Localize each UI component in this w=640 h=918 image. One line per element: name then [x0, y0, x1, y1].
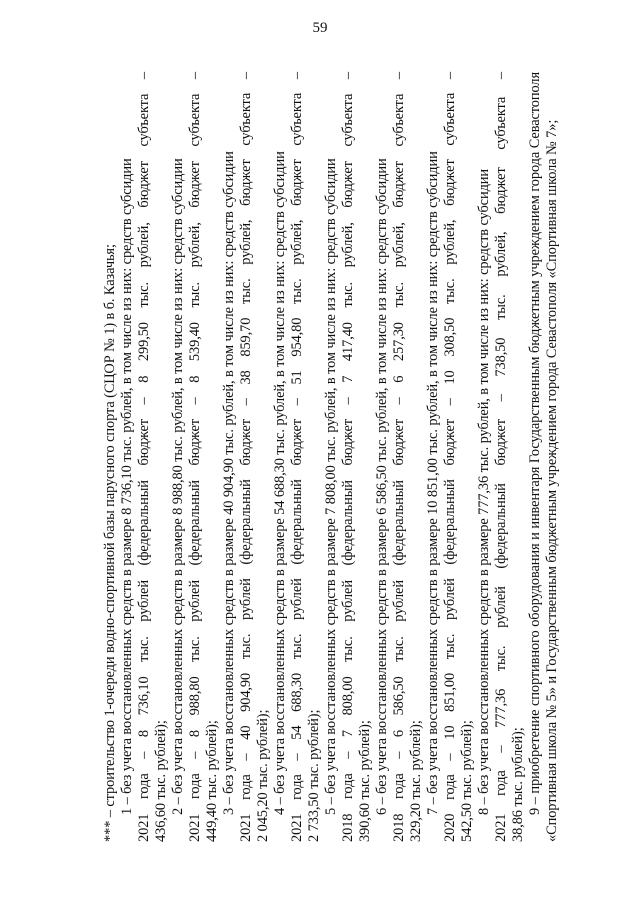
item-line-3: 449,40 тыс. рублей); — [204, 720, 220, 842]
footnote-item-2 — [170, 72, 221, 842]
item-line-1: 3 – без учета восстановленных средств в размере 40 904,90 тыс. рублей, в том числе из них: средств субсидии — [221, 151, 237, 815]
item-line-3: 329,20 тыс. рублей); — [408, 720, 424, 842]
footnote-item-7 — [425, 72, 476, 842]
item-line-2: 2021 года – 8 736,10 тыс. рублей (федеральный бюджет – 8 299,50 тыс. рублей, бюджет субъекта – — [136, 72, 152, 842]
footnote-intro: *** – строительство 1-очереди водно-спортивной базы парусного спорта (СЦОР № 1) в б. Казачья; — [102, 244, 118, 842]
item-line-1: 8 – без учета восстановленных средств в размере 777,36 тыс. рублей, в том числе из них: средств субсидии — [476, 169, 492, 815]
item-line-2: 2020 года – 10 851,00 тыс. рублей (федеральный бюджет – 10 308,50 тыс. рублей, бюджет субъекта – — [442, 72, 458, 842]
footnote-item-3 — [221, 72, 272, 842]
item-line-1: 2 – без учета восстановленных средств в размере 8 988,80 тыс. рублей, в том числе из них: средств субсидии — [170, 158, 186, 815]
footnote-content — [102, 72, 561, 842]
item-line-2: 2018 года – 7 808,00 тыс. рублей (федеральный бюджет – 7 417,40 тыс. рублей, бюджет субъекта – — [340, 72, 356, 842]
footnote-item-9: 9 – приобретение спортивного оборудования и инвентаря Государственным бюджетным учреждением города Севастополя «Спортивная школа № 5» и Государственным бюджетным учреждением города Севастополя «Спортивная школа № 7»; — [527, 72, 560, 842]
item-line-1: 1 – без учета восстановленных средств в размере 8 736,10 тыс. рублей, в том числе из них: средств субсидии — [119, 158, 135, 815]
item-line-1: 7 – без учета восстановленных средств в размере 10 851,00 тыс. рублей, в том числе из них: средств субсидии — [425, 151, 441, 815]
item-line-2: 2021 года – 8 988,80 тыс. рублей (федеральный бюджет – 8 539,40 тыс. рублей, бюджет субъекта – — [187, 72, 203, 842]
item-line-3: 2 733,50 тыс. рублей); — [306, 709, 322, 842]
footnote-item-8 — [476, 72, 527, 842]
rotated-page-body — [102, 72, 632, 842]
footnote-item-1 — [119, 72, 170, 842]
footnote-item-4 — [272, 72, 323, 842]
item-line-1: 4 – без учета восстановленных средств в размере 54 688,30 тыс. рублей, в том числе из них: средств субсидии — [272, 151, 288, 815]
item-line-1: 5 – без учета восстановленных средств в размере 7 808,00 тыс. рублей, в том числе из них: средств субсидии — [323, 158, 339, 815]
item-line-2: 2018 года – 6 586,50 тыс. рублей (федеральный бюджет – 6 257,30 тыс. рублей, бюджет субъекта – — [391, 72, 407, 842]
item-line-2: 2021 года – 40 904,90 тыс. рублей (федеральный бюджет – 38 859,70 тыс. рублей, бюджет субъекта – — [238, 72, 254, 842]
item-line-3: 390,60 тыс. рублей); — [357, 720, 373, 842]
footnote-item-6 — [374, 72, 425, 842]
page-number: 59 — [312, 20, 328, 36]
item-line-3: 38,86 тыс. рублей); — [510, 727, 526, 842]
item-line-3: 436,60 тыс. рублей); — [153, 720, 169, 842]
footnote-item-5 — [323, 72, 374, 842]
item-line-2: 2021 года – 777,36 тыс. рублей (федеральный бюджет – 738,50 тыс. рублей, бюджет субъекта – — [493, 72, 509, 842]
item-line-1: 6 – без учета восстановленных средств в размере 6 586,50 тыс. рублей, в том числе из них: средств субсидии — [374, 158, 390, 815]
item-line-3: 2 045,20 тыс. рублей); — [255, 709, 271, 842]
item-line-2: 2021 года – 54 688,30 тыс. рублей (федеральный бюджет – 51 954,80 тыс. рублей, бюджет субъекта – — [289, 72, 305, 842]
item-line-3: 542,50 тыс. рублей); — [459, 720, 475, 842]
